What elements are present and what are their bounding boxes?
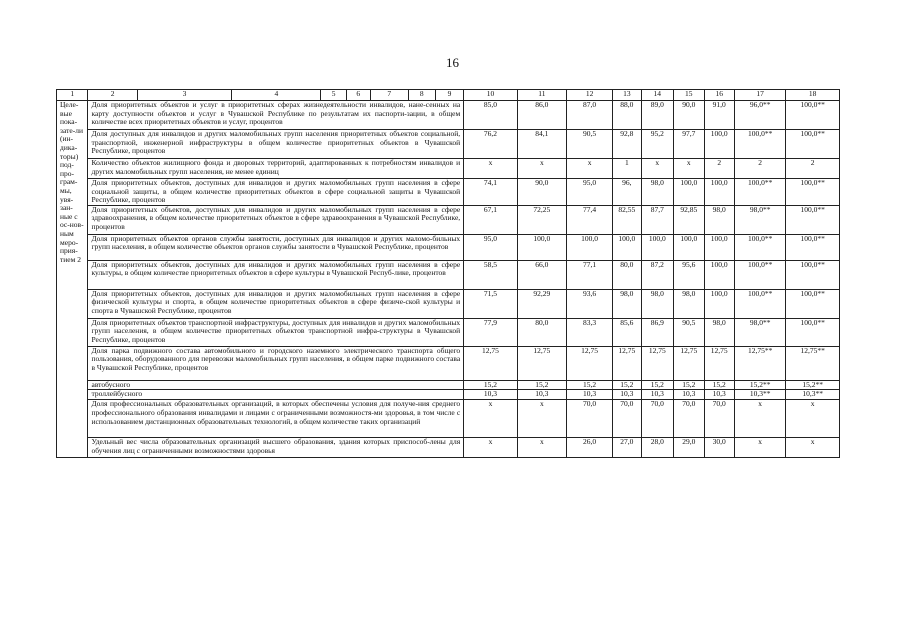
value-cell: 92,29 [517, 289, 566, 318]
indicator-description: Доля приоритетных объектов, доступных для инвалидов и других маломобильных групп населения в сфере культуры, в общем количестве приоритетных объектов в сфере культуры в Чувашской Респуб-лике, процентов [88, 260, 464, 289]
value-cell: 96,0** [734, 101, 785, 130]
value-cell: 12,75 [641, 346, 674, 380]
table-row [57, 101, 840, 130]
value-cell: 100,0** [734, 260, 785, 289]
value-cell: 100,0** [786, 289, 840, 318]
column-number: 6 [346, 90, 370, 101]
table-row [57, 289, 840, 318]
column-number: 4 [232, 90, 321, 101]
value-cell: 100,0** [734, 179, 785, 206]
value-cell: 15,2 [704, 380, 734, 390]
value-cell: 80,0 [517, 318, 566, 346]
value-cell: 91,0 [704, 101, 734, 130]
column-number: 2 [88, 90, 137, 101]
value-cell: 15,2** [786, 380, 840, 390]
table-row [57, 438, 840, 458]
value-cell: 100,0 [641, 234, 674, 260]
value-cell: 10,3 [464, 390, 518, 400]
value-cell: 2 [704, 159, 734, 179]
value-cell: 98,0 [704, 205, 734, 234]
table-row [57, 318, 840, 346]
table-row [57, 179, 840, 206]
value-cell: 100,0 [674, 179, 704, 206]
value-cell: 98,0 [641, 179, 674, 206]
value-cell: 15,2** [734, 380, 785, 390]
value-cell: 10,3 [674, 390, 704, 400]
column-number: 7 [370, 90, 408, 101]
value-cell: 100,0 [704, 130, 734, 159]
table-body [57, 90, 840, 458]
value-cell: 27,0 [613, 438, 641, 458]
value-cell: х [567, 159, 613, 179]
value-cell: 67,1 [464, 205, 518, 234]
value-cell: 100,0 [704, 289, 734, 318]
value-cell: 95,0 [464, 234, 518, 260]
value-cell: х [517, 400, 566, 438]
value-cell: 12,75** [734, 346, 785, 380]
value-cell: х [674, 159, 704, 179]
value-cell: 86,0 [517, 101, 566, 130]
value-cell: х [786, 400, 840, 438]
value-cell: 100,0** [734, 234, 785, 260]
value-cell: 89,0 [641, 101, 674, 130]
value-cell: 84,1 [517, 130, 566, 159]
value-cell: 88,0 [613, 101, 641, 130]
value-cell: 100,0** [786, 101, 840, 130]
value-cell: 15,2 [464, 380, 518, 390]
indicator-description: Доля приоритетных объектов транспортной инфраструктуры, доступных для инвалидов и других маломобильных групп населения, в общем количестве приоритетных объектов транспортной инфра-структуры в Чувашской Республике, процентов [88, 318, 464, 346]
column-number: 12 [567, 90, 613, 101]
value-cell: 10,3 [517, 390, 566, 400]
value-cell: 100,0** [786, 179, 840, 206]
value-cell: 2 [734, 159, 785, 179]
indicator-description: Доля приоритетных объектов, доступных для инвалидов и других маломобильных групп населения в сфере здравоохранения, в общем количестве приоритетных объектов в сфере здравоохранения в Чувашской Республике, процентов [88, 205, 464, 234]
table-row [57, 400, 840, 438]
value-cell: 10,3 [641, 390, 674, 400]
value-cell: 66,0 [517, 260, 566, 289]
value-cell: 58,5 [464, 260, 518, 289]
value-cell: х [464, 159, 518, 179]
column-number: 17 [734, 90, 785, 101]
column-number: 1 [57, 90, 88, 101]
value-cell: 95,6 [674, 260, 704, 289]
table-row [57, 205, 840, 234]
value-cell: 80,0 [613, 260, 641, 289]
value-cell: 15,2 [517, 380, 566, 390]
value-cell: 87,0 [567, 101, 613, 130]
value-cell: 100,0** [786, 205, 840, 234]
value-cell: 70,0 [613, 400, 641, 438]
value-cell: х [734, 438, 785, 458]
value-cell: 90,0 [517, 179, 566, 206]
value-cell: 15,2 [641, 380, 674, 390]
column-number: 3 [137, 90, 231, 101]
value-cell: 70,0 [674, 400, 704, 438]
column-number: 14 [641, 90, 674, 101]
table-row [57, 390, 840, 400]
value-cell: 10,3 [567, 390, 613, 400]
value-cell: 98,0 [613, 289, 641, 318]
value-cell: х [734, 400, 785, 438]
value-cell: х [464, 400, 518, 438]
value-cell: 72,25 [517, 205, 566, 234]
value-cell: 100,0 [517, 234, 566, 260]
indicator-description: троллейбусного [88, 390, 464, 400]
value-cell: 100,0** [786, 234, 840, 260]
value-cell: 70,0 [567, 400, 613, 438]
column-number: 11 [517, 90, 566, 101]
value-cell: 10,3** [786, 390, 840, 400]
value-cell: 12,75 [674, 346, 704, 380]
value-cell: х [786, 438, 840, 458]
value-cell: 10,3 [704, 390, 734, 400]
indicator-table [56, 89, 840, 458]
value-cell: 12,75 [704, 346, 734, 380]
value-cell: 76,2 [464, 130, 518, 159]
value-cell: 100,0** [786, 130, 840, 159]
value-cell: х [517, 438, 566, 458]
table-row [57, 234, 840, 260]
page-number: 16 [446, 55, 459, 70]
indicator-description: автобусного [88, 380, 464, 390]
value-cell: 2 [786, 159, 840, 179]
indicator-description: Удельный вес числа образовательных организаций высшего образования, здания которых приспособ-лены для обучения лиц с ограниченными возможностями здоровья [88, 438, 464, 458]
table-row [57, 130, 840, 159]
value-cell: х [641, 159, 674, 179]
table-row [57, 346, 840, 380]
value-cell: 100,0** [734, 130, 785, 159]
value-cell: 95,2 [641, 130, 674, 159]
side-label: Целе-вые пока-зате-ли (ин-дика-торы) под-про-грам-мы, увя-зан-ные с ос-нов-ным меро-прия-тием 2 [57, 101, 88, 458]
value-cell: 96, [613, 179, 641, 206]
value-cell: 15,2 [674, 380, 704, 390]
column-number: 18 [786, 90, 840, 101]
value-cell: 85,6 [613, 318, 641, 346]
column-number: 15 [674, 90, 704, 101]
value-cell: 15,2 [567, 380, 613, 390]
value-cell: 15,2 [613, 380, 641, 390]
indicator-description: Доля профессиональных образовательных организаций, в которых обеспечены условия для получе-ния среднего профессионального образования инвалидами и лицами с ограниченными возможностя-ми здоровья, в том числе с использованием дистанционных образовательных технологий, в общем количестве таких организаций [88, 400, 464, 438]
value-cell: 74,1 [464, 179, 518, 206]
column-number: 16 [704, 90, 734, 101]
value-cell: 1 [613, 159, 641, 179]
indicator-description: Доля приоритетных объектов, доступных для инвалидов и других маломобильных групп населения в сфере физической культуры и спорта, в общем количестве приоритетных объектов в сфере физиче-ской культуры и спорта в Чувашской Республике, процентов [88, 289, 464, 318]
value-cell: 12,75** [786, 346, 840, 380]
value-cell: 98,0** [734, 318, 785, 346]
value-cell: 12,75 [517, 346, 566, 380]
indicator-description: Доля доступных для инвалидов и других маломобильных групп населения приоритетных объектов социальной, транспортной, инженерной инфраструктуры в общем количестве приоритетных объектов в Чувашской Республике, процентов [88, 130, 464, 159]
value-cell: 100,0** [734, 289, 785, 318]
indicator-description: Доля приоритетных объектов органов службы занятости, доступных для инвалидов и других маломо-бильных групп населения, в общем количестве объектов органов службы занятости в Чувашской Республике, процентов [88, 234, 464, 260]
value-cell: 12,75 [567, 346, 613, 380]
value-cell: 92,85 [674, 205, 704, 234]
column-number: 8 [408, 90, 435, 101]
value-cell: 86,9 [641, 318, 674, 346]
indicator-description: Доля парка подвижного состава автомобильного и городского наземного электрического транспорта общего пользования, оборудованного для перевозки маломобильных групп населения, в общем парке подвижного состава в Чувашской Республике, процентов [88, 346, 464, 380]
indicator-description: Доля приоритетных объектов, доступных для инвалидов и других маломобильных групп населения в сфере социальной защиты, в общем количестве приоритетных объектов в сфере социальной защиты в Чувашской Республике, процентов [88, 179, 464, 206]
value-cell: 77,1 [567, 260, 613, 289]
value-cell: 100,0 [674, 234, 704, 260]
column-number: 5 [321, 90, 346, 101]
value-cell: 70,0 [704, 400, 734, 438]
value-cell: 85,0 [464, 101, 518, 130]
value-cell: 82,55 [613, 205, 641, 234]
value-cell: 90,5 [674, 318, 704, 346]
value-cell: 92,8 [613, 130, 641, 159]
value-cell: 97,7 [674, 130, 704, 159]
table-row [57, 159, 840, 179]
value-cell: 100,0 [704, 260, 734, 289]
value-cell: 12,75 [613, 346, 641, 380]
value-cell: 90,5 [567, 130, 613, 159]
value-cell: 87,7 [641, 205, 674, 234]
value-cell: 100,0** [786, 318, 840, 346]
value-cell: 98,0 [674, 289, 704, 318]
column-number: 13 [613, 90, 641, 101]
indicator-description: Доля приоритетных объектов и услуг в приоритетных сферах жизнедеятельности инвалидов, нане-сенных на карту доступности объектов и услуг в Чувашской Республике по результатам их паспорти-зации, в общем количестве всех приоритетных объектов и услуг, процентов [88, 101, 464, 130]
value-cell: 70,0 [641, 400, 674, 438]
value-cell: 93,6 [567, 289, 613, 318]
value-cell: 95,0 [567, 179, 613, 206]
table-header-row [57, 90, 840, 101]
value-cell: х [464, 438, 518, 458]
indicator-description: Количество объектов жилищного фонда и дворовых территорий, адаптированных к потребностям инвалидов и других маломобильных групп населения, не менее единиц [88, 159, 464, 179]
value-cell: 100,0 [567, 234, 613, 260]
value-cell: 98,0 [641, 289, 674, 318]
value-cell: 100,0 [613, 234, 641, 260]
value-cell: 30,0 [704, 438, 734, 458]
value-cell: 98,0 [704, 318, 734, 346]
table-row [57, 380, 840, 390]
table-row [57, 260, 840, 289]
value-cell: 100,0 [704, 179, 734, 206]
value-cell: 29,0 [674, 438, 704, 458]
value-cell: 77,9 [464, 318, 518, 346]
value-cell: 83,3 [567, 318, 613, 346]
value-cell: 10,3 [613, 390, 641, 400]
column-number: 10 [464, 90, 518, 101]
value-cell: 71,5 [464, 289, 518, 318]
value-cell: 12,75 [464, 346, 518, 380]
value-cell: 100,0** [786, 260, 840, 289]
value-cell: 87,2 [641, 260, 674, 289]
value-cell: 77,4 [567, 205, 613, 234]
value-cell: х [517, 159, 566, 179]
column-number: 9 [435, 90, 463, 101]
value-cell: 98,0** [734, 205, 785, 234]
value-cell: 26,0 [567, 438, 613, 458]
value-cell: 100,0 [704, 234, 734, 260]
value-cell: 10,3** [734, 390, 785, 400]
value-cell: 28,0 [641, 438, 674, 458]
value-cell: 90,0 [674, 101, 704, 130]
